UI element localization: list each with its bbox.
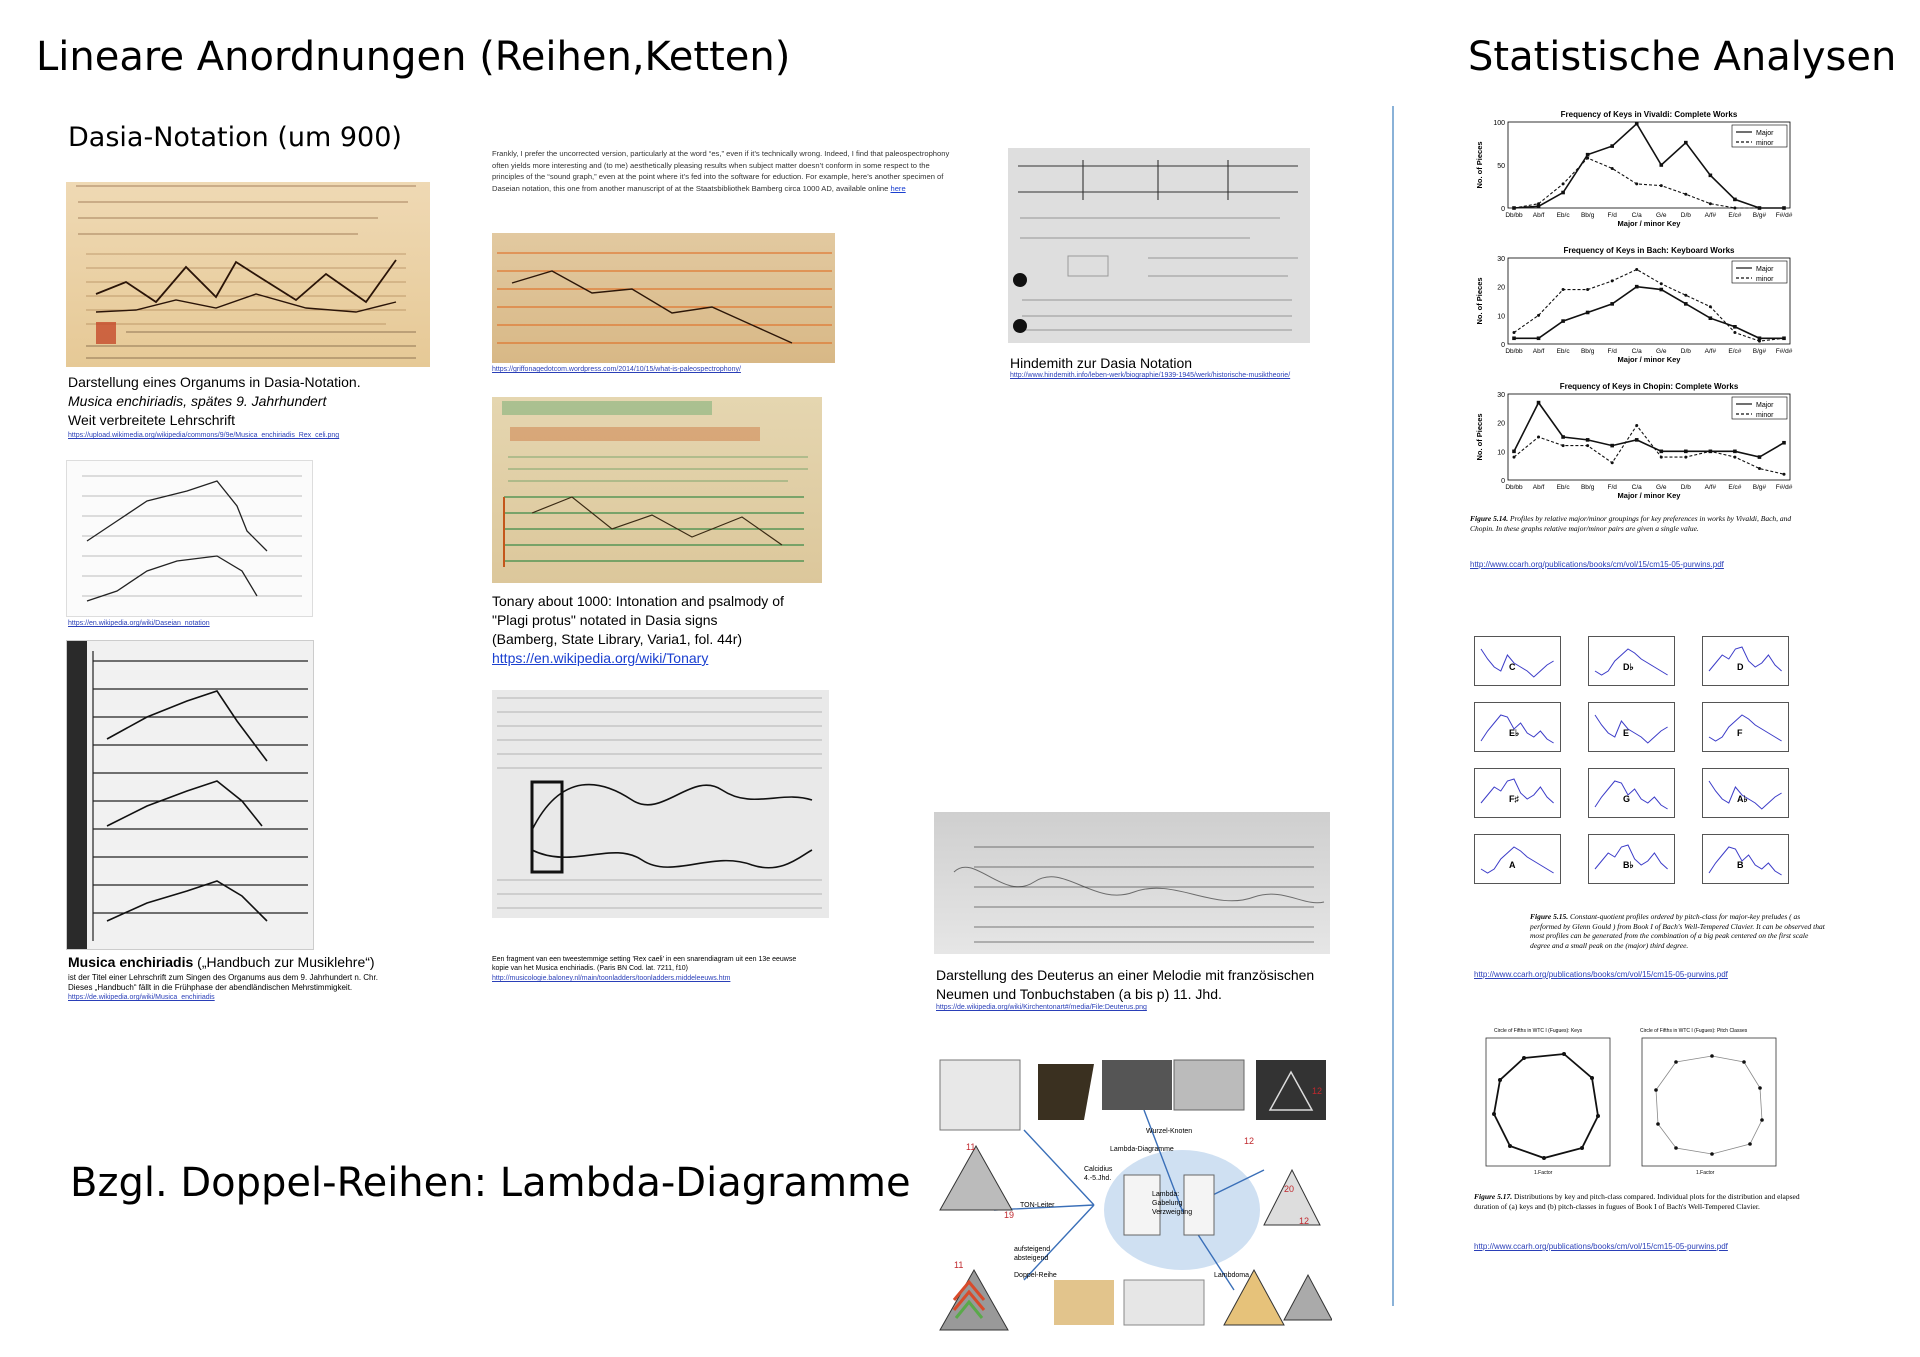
collage-label-gabelung: Lambda: Gabelung Verzweigung bbox=[1152, 1191, 1193, 1216]
circle-pitch-xlabel: 1.Factor bbox=[1696, 1170, 1715, 1176]
data-point-major bbox=[1610, 444, 1614, 448]
fragment-link[interactable]: http://musicologie.baloney.nl/main/toonladders/toonladders.middeleeuws.htm bbox=[492, 975, 731, 982]
fig515-caption bbox=[1530, 912, 1830, 950]
key-profile-svg bbox=[1589, 703, 1674, 751]
key-profile-line bbox=[1595, 715, 1668, 743]
data-point-minor bbox=[1684, 193, 1687, 196]
data-point-minor bbox=[1709, 450, 1712, 453]
data-point-minor bbox=[1733, 207, 1736, 210]
key-profile-label: D bbox=[1737, 662, 1744, 672]
collage-num-4: 12 bbox=[1312, 1086, 1323, 1096]
fig515-text: Constant-quotient profiles ordered by pitch-class for major-key preludes ( as performed by Glenn Gould ) from Book I of Bach's Well-Tempered Clavier. It can be observed that most profiles can be generated from the combination of a big peak centered on the first scale degree and a small peak on the (major) third degree. bbox=[1530, 912, 1825, 950]
data-point-major bbox=[1537, 336, 1541, 340]
left-section-title: Lineare Anordnungen (Reihen,Ketten) bbox=[36, 34, 791, 80]
collage-num-5: 20 bbox=[1284, 1184, 1295, 1194]
key-profile-plot bbox=[1702, 636, 1789, 686]
x-tick-label: F/d bbox=[1607, 484, 1617, 491]
key-profile-line bbox=[1709, 715, 1782, 741]
data-point-major bbox=[1586, 438, 1590, 442]
y-tick-label: 10 bbox=[1497, 449, 1505, 457]
collage-label-aufsteigend: aufsteigend absteigend bbox=[1014, 1246, 1051, 1262]
vivaldi-chart bbox=[1470, 108, 1810, 238]
x-tick-label: Eb/c bbox=[1556, 212, 1570, 219]
x-tick-label: F/d bbox=[1607, 212, 1617, 219]
key-profile-label: F bbox=[1737, 728, 1743, 738]
key-profile-svg bbox=[1703, 703, 1788, 751]
data-point-major bbox=[1659, 163, 1663, 167]
key-profile-svg bbox=[1475, 769, 1560, 817]
x-axis-label: Major / minor Key bbox=[1617, 491, 1681, 500]
key-profile-label: A bbox=[1509, 860, 1516, 870]
key-profile-plot bbox=[1702, 834, 1789, 884]
y-axis-label: No. of Pieces bbox=[1475, 277, 1484, 325]
chart-title: Frequency of Keys in Vivaldi: Complete Works bbox=[1560, 110, 1738, 119]
data-point-minor bbox=[1537, 202, 1540, 205]
key-profile-label: F♯ bbox=[1509, 794, 1519, 804]
data-point-major bbox=[1561, 319, 1565, 323]
key-profile-plot bbox=[1588, 834, 1675, 884]
key-profile-svg bbox=[1589, 769, 1674, 817]
organum-link[interactable]: https://upload.wikimedia.org/wikipedia/commons/9/9e/Musica_enchiriadis_Rex_celi.png bbox=[68, 432, 340, 439]
key-profile-svg bbox=[1475, 835, 1560, 883]
fig514-caption bbox=[1470, 514, 1800, 533]
rex-celi-staves-image bbox=[66, 640, 314, 950]
collage-num-6: 12 bbox=[1244, 1136, 1255, 1146]
data-point-minor bbox=[1758, 207, 1761, 210]
key-profile-label: B♭ bbox=[1623, 860, 1634, 870]
data-point-minor bbox=[1562, 288, 1565, 291]
bach-chart-svg bbox=[1470, 244, 1810, 374]
data-point-minor bbox=[1635, 182, 1638, 185]
data-point-minor bbox=[1783, 207, 1786, 210]
x-tick-label: Db/bb bbox=[1505, 212, 1523, 219]
organum-caption-3: Weit verbreitete Lehrschrift bbox=[68, 412, 236, 428]
chopin-chart-svg bbox=[1470, 380, 1810, 510]
x-tick-label: F/d bbox=[1607, 348, 1617, 355]
fragment-caption-2: kopie van het Musica enchiriadis. (Paris BN Cod. lat. 7211, f10) bbox=[492, 965, 688, 972]
x-tick-label: A/f# bbox=[1704, 484, 1717, 491]
y-tick-label: 0 bbox=[1501, 478, 1505, 485]
fig517-link[interactable]: http://www.ccarh.org/publications/books/cm/vol/15/cm15-05-purwins.pdf bbox=[1474, 1242, 1728, 1251]
collage-label-lambda-diagramme: Lambda-Diagramme bbox=[1110, 1146, 1174, 1153]
data-point-minor bbox=[1783, 473, 1786, 476]
tonary-manuscript-image bbox=[492, 397, 822, 583]
blog-link[interactable]: https://griffonagedotcom.wordpress.com/2014/10/15/what-is-paleospectrophony/ bbox=[492, 366, 741, 373]
blog-text: Frankly, I prefer the uncorrected version, particularly at the word “es,” even if it’s technically wrong. Indeed, I find that paleospectrophony often yields more interesting and (to me) aesthetically pleasing results when subject matter doesn’t conform in some respect to the principles of the “sound graph,” even at the point where it’s fed into the software for eduction. For example, here’s another specimen of Daseian notation, this one from another manuscript of at the Staatsbibliothek Bamberg circa 1000 AD, available online bbox=[492, 149, 950, 193]
key-profile-plot bbox=[1588, 768, 1675, 818]
fragment-caption-1: Een fragment van een tweestemmige setting 'Rex caeli' in een snarendiagram uit een 13e eeuwse bbox=[492, 956, 797, 963]
key-profile-plot bbox=[1474, 834, 1561, 884]
data-point-minor bbox=[1562, 444, 1565, 447]
collage-label-lambdoma: Lambdoma bbox=[1214, 1272, 1250, 1279]
x-tick-label: F#/d# bbox=[1775, 484, 1793, 491]
fig517-text: Distributions by key and pitch-class compared. Individual plots for the distribution and elapsed duration of (a) keys and (b) pitch-classes in fugues of Book I of Bach's Well-Tempered Clavier. bbox=[1474, 1192, 1800, 1211]
key-profile-plot bbox=[1588, 636, 1675, 686]
data-point-major bbox=[1733, 325, 1737, 329]
data-point-minor bbox=[1758, 467, 1761, 470]
x-tick-label: Bb/g bbox=[1580, 212, 1595, 219]
collage-num-1: 11 bbox=[966, 1142, 976, 1152]
key-profile-plot bbox=[1588, 702, 1675, 752]
y-tick-label: 100 bbox=[1493, 120, 1505, 127]
blog-paragraph bbox=[492, 148, 962, 194]
x-tick-label: Db/bb bbox=[1505, 484, 1523, 491]
x-tick-label: E/c# bbox=[1728, 348, 1742, 355]
data-point-major bbox=[1610, 302, 1614, 306]
daseian-sketch-image bbox=[66, 460, 313, 617]
handbuch-small-1: ist der Titel einer Lehrschrift zum Singen des Organums aus dem 9. Jahrhundert n. Chr. bbox=[68, 973, 378, 982]
series-line-minor bbox=[1514, 426, 1784, 475]
x-tick-label: B/g# bbox=[1752, 484, 1767, 491]
data-point-minor bbox=[1537, 314, 1540, 317]
y-tick-label: 10 bbox=[1497, 313, 1505, 321]
fig514-label: Figure 5.14. bbox=[1470, 514, 1509, 523]
key-profile-svg bbox=[1475, 703, 1560, 751]
data-point-minor bbox=[1635, 268, 1638, 271]
key-profile-svg bbox=[1589, 637, 1674, 685]
x-tick-label: Ab/f bbox=[1532, 484, 1545, 491]
key-profile-label: D♭ bbox=[1623, 662, 1634, 672]
key-profile-line bbox=[1481, 847, 1554, 873]
y-tick-label: 20 bbox=[1497, 284, 1505, 292]
hindemith-caption: Hindemith zur Dasia Notation bbox=[1010, 355, 1193, 371]
key-profile-svg bbox=[1589, 835, 1674, 883]
data-point-major bbox=[1758, 336, 1762, 340]
circle-pitch-title: Circle of Fifths in WTC I (Fugues): Pitch Classes bbox=[1640, 1028, 1748, 1034]
legend-label: minor bbox=[1756, 140, 1774, 147]
legend-label: Major bbox=[1756, 266, 1774, 273]
key-profile-plot bbox=[1474, 636, 1561, 686]
data-point-major bbox=[1684, 450, 1688, 454]
hindemith-notes-image bbox=[1008, 148, 1310, 343]
x-tick-label: F#/d# bbox=[1775, 212, 1793, 219]
data-point-major bbox=[1610, 144, 1614, 148]
data-point-major bbox=[1709, 174, 1713, 178]
data-point-major bbox=[1512, 336, 1516, 340]
data-point-minor bbox=[1684, 456, 1687, 459]
y-tick-label: 0 bbox=[1501, 342, 1505, 349]
key-profile-label: C bbox=[1509, 662, 1516, 672]
daseian-link[interactable]: https://en.wikipedia.org/wiki/Daseian_notation bbox=[68, 620, 210, 627]
collage-num-2: 19 bbox=[1004, 1210, 1015, 1220]
series-line-major bbox=[1514, 287, 1784, 339]
x-tick-label: Eb/c bbox=[1556, 484, 1570, 491]
x-tick-label: Db/bb bbox=[1505, 348, 1523, 355]
data-point-major bbox=[1561, 191, 1565, 195]
bamberg-manuscript-image bbox=[492, 233, 835, 363]
x-tick-label: E/c# bbox=[1728, 212, 1742, 219]
key-profile-line bbox=[1709, 647, 1782, 671]
data-point-major bbox=[1635, 285, 1639, 289]
data-point-major bbox=[1659, 288, 1663, 292]
x-tick-label: Bb/g bbox=[1580, 348, 1595, 355]
organum-caption-1: Darstellung eines Organums in Dasia-Notation. bbox=[68, 374, 361, 390]
data-point-minor bbox=[1660, 282, 1663, 285]
data-point-major bbox=[1586, 311, 1590, 315]
x-tick-label: C/a bbox=[1631, 348, 1642, 355]
key-profile-grid bbox=[1474, 636, 1794, 896]
data-point-minor bbox=[1611, 279, 1614, 282]
x-tick-label: Bb/g bbox=[1580, 484, 1595, 491]
data-point-minor bbox=[1513, 331, 1516, 334]
key-profile-line bbox=[1481, 649, 1554, 677]
x-tick-label: Eb/c bbox=[1556, 348, 1570, 355]
data-point-minor bbox=[1783, 337, 1786, 340]
x-tick-label: A/f# bbox=[1704, 212, 1717, 219]
handbuch-caption bbox=[68, 953, 375, 972]
data-point-major bbox=[1586, 153, 1590, 157]
key-profile-plot bbox=[1702, 768, 1789, 818]
deuterus-caption-2: Neumen und Tonbuchstaben (a bis p) 11. Jhd. bbox=[936, 986, 1222, 1002]
fig517-label: Figure 5.17. bbox=[1474, 1192, 1513, 1201]
circle-keys-xlabel: 1.Factor bbox=[1534, 1170, 1553, 1176]
legend-label: Major bbox=[1756, 130, 1774, 137]
tonary-link[interactable]: https://en.wikipedia.org/wiki/Tonary bbox=[492, 650, 709, 666]
y-tick-label: 0 bbox=[1501, 206, 1505, 213]
data-point-major bbox=[1684, 141, 1688, 145]
handbuch-link[interactable]: https://de.wikipedia.org/wiki/Musica_enchiriadis bbox=[68, 994, 215, 1001]
data-point-major bbox=[1635, 122, 1639, 126]
key-profile-plot bbox=[1474, 702, 1561, 752]
x-axis-label: Major / minor Key bbox=[1617, 355, 1681, 364]
y-tick-label: 30 bbox=[1497, 256, 1505, 263]
x-tick-label: F#/d# bbox=[1775, 348, 1793, 355]
x-axis-label: Major / minor Key bbox=[1617, 219, 1681, 228]
data-point-major bbox=[1709, 316, 1713, 320]
collage-num-3: 11 bbox=[954, 1260, 964, 1270]
data-point-minor bbox=[1562, 182, 1565, 185]
data-point-major bbox=[1512, 450, 1516, 454]
data-point-major bbox=[1635, 438, 1639, 442]
rex-caeli-string-diagram-image bbox=[492, 690, 829, 918]
deuterus-caption-1: Darstellung des Deuterus an einer Melodie mit französischen bbox=[936, 967, 1315, 983]
circle-pitch-plot bbox=[1630, 1028, 1780, 1183]
x-tick-label: G/e bbox=[1656, 212, 1667, 219]
collage-label-calcidius: Calcidius 4.-5.Jhd. bbox=[1084, 1166, 1113, 1182]
data-point-minor bbox=[1733, 331, 1736, 334]
y-tick-label: 20 bbox=[1497, 420, 1505, 428]
chart-title: Frequency of Keys in Bach: Keyboard Works bbox=[1563, 246, 1735, 255]
key-profile-svg bbox=[1703, 835, 1788, 883]
collage-label-wurzel: Wurzel-Knoten bbox=[1146, 1128, 1193, 1135]
circle-keys-plot bbox=[1474, 1028, 1614, 1183]
fig514-text: Profiles by relative major/minor groupings for key preferences in works by Vivaldi, Bach, and Chopin. In these graphs relative major/minor pairs are given a single value. bbox=[1470, 514, 1792, 533]
x-tick-label: G/e bbox=[1656, 484, 1667, 491]
data-point-minor bbox=[1586, 157, 1589, 160]
x-tick-label: D/b bbox=[1680, 212, 1691, 219]
hindemith-link[interactable]: http://www.hindemith.info/leben-werk/biographie/1939-1945/werk/historische-musiktheorie/ bbox=[1010, 372, 1291, 379]
x-tick-label: Ab/f bbox=[1532, 348, 1545, 355]
data-point-minor bbox=[1660, 456, 1663, 459]
collage-label-ton-leiter: TON-Leiter bbox=[1020, 1202, 1055, 1209]
data-point-minor bbox=[1611, 167, 1614, 170]
legend-label: Major bbox=[1756, 402, 1774, 409]
data-point-minor bbox=[1733, 456, 1736, 459]
dasia-heading: Dasia-Notation (um 900) bbox=[68, 122, 402, 153]
data-point-minor bbox=[1684, 294, 1687, 297]
right-section-title: Statistische Analysen bbox=[1468, 34, 1897, 80]
deuterus-link[interactable]: https://de.wikipedia.org/wiki/Kirchentonart#/media/File:Deuterus.png bbox=[936, 1004, 1147, 1011]
chart-title: Frequency of Keys in Chopin: Complete Works bbox=[1559, 382, 1739, 391]
data-point-major bbox=[1782, 441, 1786, 445]
key-profile-label: E♭ bbox=[1509, 728, 1520, 738]
y-tick-label: 30 bbox=[1497, 392, 1505, 399]
data-point-major bbox=[1659, 450, 1663, 454]
section-divider bbox=[1392, 106, 1394, 1306]
key-profile-svg bbox=[1703, 637, 1788, 685]
key-profile-plot bbox=[1702, 702, 1789, 752]
data-point-major bbox=[1561, 435, 1565, 439]
data-point-minor bbox=[1586, 444, 1589, 447]
key-profile-svg bbox=[1475, 637, 1560, 685]
bach-chart bbox=[1470, 244, 1810, 374]
data-point-major bbox=[1758, 455, 1762, 459]
data-point-major bbox=[1733, 198, 1737, 202]
tonary-caption-2: "Plagi protus" notated in Dasia signs bbox=[492, 612, 718, 628]
legend-label: minor bbox=[1756, 276, 1774, 283]
data-point-major bbox=[1733, 450, 1737, 454]
vivaldi-chart-svg bbox=[1470, 108, 1810, 238]
lambda-collage bbox=[934, 1050, 1332, 1335]
data-point-minor bbox=[1709, 202, 1712, 205]
organum-caption-2: Musica enchiriadis, spätes 9. Jahrhundert bbox=[68, 393, 327, 409]
organum-manuscript-image bbox=[66, 182, 430, 367]
x-tick-label: C/a bbox=[1631, 484, 1642, 491]
key-profile-svg bbox=[1703, 769, 1788, 817]
key-profile-line bbox=[1595, 781, 1668, 809]
circle-keys-title: Circle of Fifths in WTC I (Fugues): Keys bbox=[1494, 1028, 1583, 1034]
data-point-minor bbox=[1709, 305, 1712, 308]
data-point-minor bbox=[1660, 184, 1663, 187]
handbuch-title: Musica enchiriadis bbox=[68, 954, 194, 970]
x-tick-label: C/a bbox=[1631, 212, 1642, 219]
blog-here-link[interactable]: here bbox=[890, 183, 906, 193]
collage-num-7: 12 bbox=[1299, 1216, 1310, 1226]
key-profile-line bbox=[1709, 847, 1782, 875]
key-profile-plot bbox=[1474, 768, 1561, 818]
data-point-minor bbox=[1586, 288, 1589, 291]
data-point-minor bbox=[1513, 456, 1516, 459]
y-tick-label: 50 bbox=[1497, 163, 1505, 170]
x-tick-label: B/g# bbox=[1752, 212, 1767, 219]
deuterus-manuscript-image bbox=[934, 812, 1330, 954]
data-point-major bbox=[1537, 401, 1541, 405]
series-line-minor bbox=[1514, 158, 1784, 208]
y-axis-label: No. of Pieces bbox=[1475, 413, 1484, 461]
data-point-minor bbox=[1537, 436, 1540, 439]
chopin-chart bbox=[1470, 380, 1810, 510]
fig515-link[interactable]: http://www.ccarh.org/publications/books/cm/vol/15/cm15-05-purwins.pdf bbox=[1474, 970, 1728, 979]
data-point-minor bbox=[1611, 461, 1614, 464]
handbuch-small-2: Dieses „Handbuch“ fällt in die Frühphase der abendländischen Mehrstimmigkeit. bbox=[68, 983, 353, 992]
data-point-minor bbox=[1635, 424, 1638, 427]
key-profile-label: G bbox=[1623, 794, 1631, 804]
x-tick-label: Ab/f bbox=[1532, 212, 1545, 219]
data-point-minor bbox=[1513, 207, 1516, 210]
x-tick-label: G/e bbox=[1656, 348, 1667, 355]
lambda-heading: Bzgl. Doppel-Reihen: Lambda-Diagramme bbox=[70, 1160, 911, 1206]
tonary-caption-1: Tonary about 1000: Intonation and psalmody of bbox=[492, 593, 784, 609]
key-profile-label: A♭ bbox=[1737, 794, 1748, 804]
fig514-link[interactable]: http://www.ccarh.org/publications/books/cm/vol/15/cm15-05-purwins.pdf bbox=[1470, 560, 1724, 569]
data-point-minor bbox=[1758, 340, 1761, 343]
handbuch-rest: („Handbuch zur Musiklehre“) bbox=[193, 954, 375, 970]
fig515-label: Figure 5.15. bbox=[1530, 912, 1569, 921]
collage-label-doppel-reihe: Doppel-Reihe bbox=[1014, 1272, 1057, 1279]
y-axis-label: No. of Pieces bbox=[1475, 141, 1484, 189]
x-tick-label: E/c# bbox=[1728, 484, 1742, 491]
data-point-major bbox=[1684, 302, 1688, 306]
key-profile-label: B bbox=[1737, 860, 1744, 870]
key-profile-label: E bbox=[1623, 728, 1630, 738]
x-tick-label: D/b bbox=[1680, 348, 1691, 355]
tonary-caption-3: (Bamberg, State Library, Varia1, fol. 44r) bbox=[492, 631, 743, 647]
x-tick-label: A/f# bbox=[1704, 348, 1717, 355]
x-tick-label: B/g# bbox=[1752, 348, 1767, 355]
legend-label: minor bbox=[1756, 412, 1774, 419]
x-tick-label: D/b bbox=[1680, 484, 1691, 491]
fig517-caption bbox=[1474, 1192, 1804, 1211]
